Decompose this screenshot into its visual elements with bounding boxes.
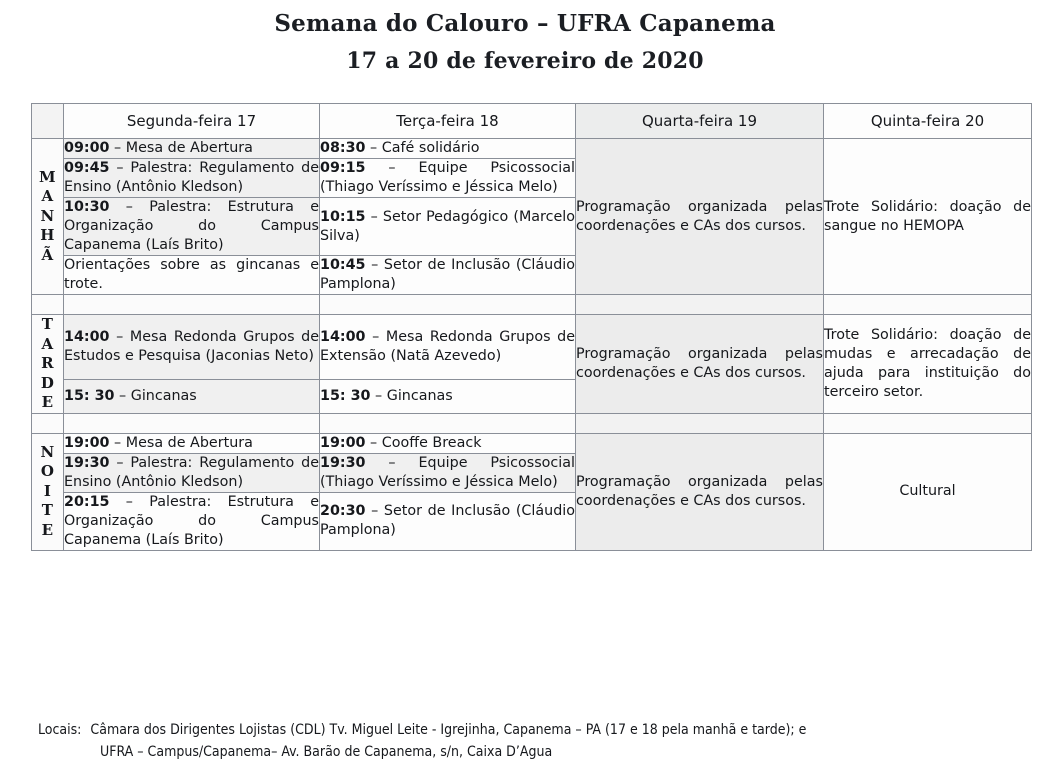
page-subtitle: 17 a 20 de fevereiro de 2020 — [346, 48, 704, 75]
cell-night-mon-2: 19:30 – Palestra: Regulamento de Ensino (Antônio Kledson) — [64, 453, 320, 492]
period-letter: Ã — [41, 245, 54, 264]
header-wednesday: Quarta-feira 19 — [576, 104, 824, 139]
period-letter: O — [40, 462, 55, 481]
period-letter: E — [41, 520, 54, 539]
footer-line-2: UFRA – Campus/Capanema– Av. Barão de Capanema, s/n, Caixa D’Agua — [100, 743, 553, 760]
period-letter: M — [39, 167, 56, 186]
header-period-blank — [32, 104, 64, 139]
footer-line-1: Câmara dos Dirigentes Lojistas (CDL) Tv. Miguel Leite - Igrejinha, Capanema – PA (17 e 18 pela manhã e tarde); e — [90, 722, 807, 738]
cell-afternoon-tue-2: 15: 30 – Gincanas — [320, 380, 576, 413]
cell-afternoon-mon-2: 15: 30 – Gincanas — [64, 380, 320, 413]
period-label-morning-text — [32, 168, 63, 266]
period-letter: A — [41, 334, 54, 353]
cell-time: 19:00 — [320, 434, 366, 451]
period-letter: I — [43, 481, 52, 500]
period-letter: N — [40, 442, 55, 461]
footer-label: Locais: — [38, 722, 82, 738]
period-letter: H — [40, 226, 55, 245]
cell-night-tue-2: 19:30 – Equipe Psicossocial (Thiago Veríssimo e Jéssica Melo) — [320, 453, 576, 492]
cell-time: 10:30 — [64, 199, 110, 215]
spacer-cell — [824, 413, 1032, 433]
cell-night-mon-3: 20:15 – Palestra: Estrutura e Organização do Campus Capanema (Laís Brito) — [64, 492, 320, 550]
period-letter: D — [40, 373, 55, 392]
table-row — [32, 433, 1032, 453]
spacer-cell — [32, 413, 64, 433]
spacer-cell — [576, 295, 824, 315]
cell-morning-wed: Programação organizada pelas coordenações e CAs dos cursos. — [576, 139, 824, 295]
header-tuesday: Terça-feira 18 — [320, 104, 576, 139]
period-letter: T — [41, 315, 54, 333]
cell-time: 20:15 — [64, 493, 110, 510]
period-letter: A — [41, 187, 54, 206]
table-header-row — [32, 104, 1032, 139]
cell-morning-mon-2: 09:45 – Palestra: Regulamento de Ensino (Antônio Kledson) — [64, 159, 320, 198]
cell-time: 14:00 — [64, 329, 110, 346]
spacer-row-2 — [32, 413, 1032, 433]
cell-morning-thu: Trote Solidário: doação de sangue no HEMOPA — [824, 139, 1032, 295]
cell-time: 19:30 — [64, 454, 110, 471]
cell-afternoon-tue-1: 14:00 – Mesa Redonda Grupos de Extensão (Natã Azevedo) — [320, 315, 576, 380]
cell-time: 19:30 — [320, 454, 366, 471]
spacer-cell — [320, 413, 576, 433]
cell-morning-tue-1: 08:30 – Café solidário — [320, 139, 576, 159]
spacer-cell — [64, 295, 320, 315]
page-title: Semana do Calouro – UFRA Capanema — [274, 10, 776, 37]
cell-morning-tue-3: 10:15 – Setor Pedagógico (Marcelo Silva) — [320, 198, 576, 256]
cell-time: 19:00 — [64, 434, 110, 451]
cell-afternoon-wed: Programação organizada pelas coordenações e CAs dos cursos. — [576, 315, 824, 414]
period-label-afternoon-text — [32, 315, 63, 413]
spacer-cell — [824, 295, 1032, 315]
cell-time: 09:45 — [64, 160, 110, 176]
cell-time: 15: 30 — [64, 387, 115, 404]
cell-night-wed: Programação organizada pelas coordenações e CAs dos cursos. — [576, 433, 824, 550]
period-label-afternoon — [32, 315, 64, 414]
cell-night-mon-1: 19:00 – Mesa de Abertura — [64, 433, 320, 453]
spacer-cell — [320, 295, 576, 315]
table-row — [32, 139, 1032, 159]
cell-morning-mon-4: Orientações sobre as gincanas e trote. — [64, 256, 320, 295]
cell-morning-tue-2: 09:15 – Equipe Psicossocial (Thiago Veríssimo e Jéssica Melo) — [320, 159, 576, 198]
period-letter: T — [41, 501, 54, 520]
spacer-row-1 — [32, 295, 1032, 315]
period-letter: E — [41, 393, 54, 411]
cell-time: 20:30 — [320, 503, 366, 519]
cell-afternoon-thu: Trote Solidário: doação de mudas e arrecadação de ajuda para instituição do terceiro setor. — [824, 315, 1032, 414]
cell-night-tue-3: 20:30 – Setor de Inclusão (Cláudio Pamplona) — [320, 492, 576, 550]
cell-time: 08:30 — [320, 140, 366, 156]
cell-time: 15: 30 — [320, 387, 371, 404]
footer-line-1-wrap — [38, 720, 1028, 742]
cell-time: 14:00 — [320, 329, 366, 346]
cell-night-tue-1: 19:00 – Cooffe Breack — [320, 433, 576, 453]
footer-locations — [38, 720, 1028, 763]
schedule-table — [31, 103, 1032, 551]
spacer-cell — [576, 413, 824, 433]
spacer-cell — [32, 295, 64, 315]
header-thursday: Quinta-feira 20 — [824, 104, 1032, 139]
spacer-cell — [64, 413, 320, 433]
cell-time: 10:15 — [320, 208, 366, 225]
table-row — [32, 315, 1032, 380]
cell-morning-tue-4: 10:45 – Setor de Inclusão (Cláudio Pamplona) — [320, 256, 576, 295]
cell-morning-mon-1: 09:00 – Mesa de Abertura — [64, 139, 320, 159]
title-block — [0, 0, 1050, 75]
period-letter: R — [41, 354, 54, 372]
cell-time: 10:45 — [320, 257, 366, 273]
period-label-morning — [32, 139, 64, 295]
cell-night-thu: Cultural — [824, 433, 1032, 550]
header-monday: Segunda-feira 17 — [64, 104, 320, 139]
period-label-night-text — [32, 443, 63, 541]
cell-time: 09:00 — [64, 140, 110, 156]
cell-morning-mon-3: 10:30 – Palestra: Estrutura e Organização do Campus Capanema (Laís Brito) — [64, 198, 320, 256]
cell-afternoon-mon-1: 14:00 – Mesa Redonda Grupos de Estudos e Pesquisa (Jaconias Neto) — [64, 315, 320, 380]
cell-time: 09:15 — [320, 160, 366, 176]
period-label-night — [32, 433, 64, 550]
period-letter: N — [40, 206, 55, 225]
schedule-table-wrapper — [31, 103, 1031, 551]
